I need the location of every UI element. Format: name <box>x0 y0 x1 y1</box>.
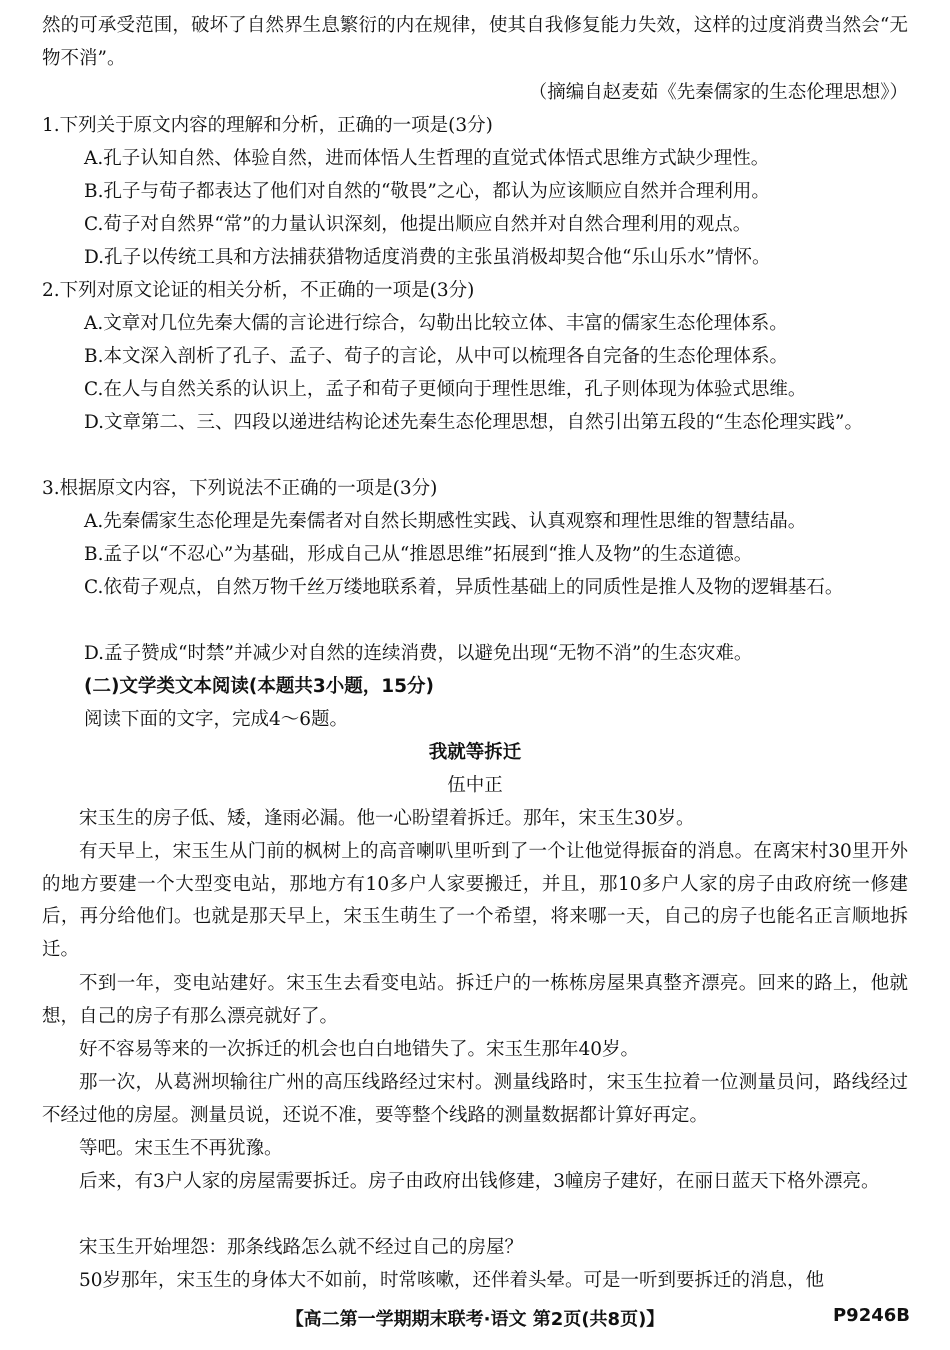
story-paragraph: 有天早上，宋玉生从门前的枫树上的高音喇叭里听到了一个让他觉得振奋的消息。在离宋村30里开外的地方要建一个大型变电站，那地方有10多户人家要搬迁，并且，那10多户人家的房子由政府统一修建后，再分给他们。也就是那天早上，宋玉生萌生了一个希望，将来哪一天，自己的房子也能名正言顺地拆迁。 <box>42 841 908 960</box>
story-author: 伍中正 <box>447 775 503 796</box>
passage-tail: 然的可承受范围，破坏了自然界生息繁衍的内在规律，使其自我修复能力失效，这样的过度消费当然会“无物不消”。 <box>42 15 908 69</box>
page-footer <box>0 1305 950 1337</box>
question-1-option-a: A.孔子认知自然、体验自然，进而体悟人生哲理的直觉式体悟式思维方式缺少理性。 <box>84 148 770 169</box>
question-2-option-d: D.文章第二、三、四段以递进结构论述先秦生态伦理思想，自然引出第五段的“生态伦理实践”。 <box>84 412 863 433</box>
question-2-option-a: A.文章对几位先秦大儒的言论进行综合，勾勒出比较立体、丰富的儒家生态伦理体系。 <box>84 313 788 334</box>
story-paragraph: 50岁那年，宋玉生的身体大不如前，时常咳嗽，还伴着头晕。可是一听到要拆迁的消息，他 <box>79 1270 825 1291</box>
question-2-option-c: C.在人与自然关系的认识上，孟子和荀子更倾向于理性思维，孔子则体现为体验式思维。 <box>84 379 807 400</box>
question-2-option-b: B.本文深入剖析了孔子、孟子、荀子的言论，从中可以梳理各自完备的生态伦理体系。 <box>84 346 788 367</box>
story-paragraph: 后来，有3户人家的房屋需要拆迁。房子由政府出钱修建，3幢房子建好，在丽日蓝天下格外漂亮。 <box>79 1171 880 1192</box>
question-3-option-b: B.孟子以“不忍心”为基础，形成自己从“推恩思维”拓展到“推人及物”的生态道德。 <box>84 544 753 565</box>
question-2-stem: 2.下列对原文论证的相关分析，不正确的一项是(3分) <box>42 280 475 301</box>
paper-code: P9246B <box>832 1305 910 1326</box>
section-heading: (二)文学类文本阅读(本题共3小题，15分) <box>84 676 434 697</box>
question-3-option-c: C.依荀子观点，自然万物千丝万缕地联系着，异质性基础上的同质性是推人及物的逻辑基石。 <box>84 577 844 598</box>
story-title: 我就等拆迁 <box>428 742 522 763</box>
story-paragraph: 宋玉生开始埋怨：那条线路怎么就不经过自己的房屋？ <box>79 1237 524 1258</box>
question-3-option-d: D.孟子赞成“时禁”并减少对自然的连续消费，以避免出现“无物不消”的生态灾难。 <box>84 643 753 664</box>
section-instruction: 阅读下面的文字，完成4～6题。 <box>84 709 349 730</box>
question-1-stem: 1.下列关于原文内容的理解和分析，正确的一项是(3分) <box>42 115 493 136</box>
story-paragraph: 那一次，从葛洲坝输往广州的高压线路经过宋村。测量线路时，宋玉生拉着一位测量员问，路线经过不经过他的房屋。测量员说，还说不准，要等整个线路的测量数据都计算好再定。 <box>42 1072 908 1126</box>
question-3-stem: 3.根据原文内容，下列说法不正确的一项是(3分) <box>42 478 438 499</box>
question-3-option-a: A.先秦儒家生态伦理是先秦儒者对自然长期感性实践、认真观察和理性思维的智慧结晶。 <box>84 511 807 532</box>
story-paragraph: 不到一年，变电站建好。宋玉生去看变电站。拆迁户的一栋栋房屋果真整齐漂亮。回来的路上，他就想，自己的房子有那么漂亮就好了。 <box>42 973 908 1027</box>
footer-title: 【高二第一学期期末联考·语文 第2页(共8页)】 <box>285 1309 665 1330</box>
story-paragraph: 等吧。宋玉生不再犹豫。 <box>79 1138 283 1159</box>
story-paragraph: 好不容易等来的一次拆迁的机会也白白地错失了。宋玉生那年40岁。 <box>79 1039 640 1060</box>
source-citation: （摘编自赵麦茹《先秦儒家的生态伦理思想》） <box>528 82 908 103</box>
question-1-option-b: B.孔子与荀子都表达了他们对自然的“敬畏”之心，都认为应该顺应自然并合理利用。 <box>84 181 770 202</box>
question-1-option-d: D.孔子以传统工具和方法捕获猎物适度消费的主张虽消极却契合他“乐山乐水”情怀。 <box>84 247 771 268</box>
question-1-option-c: C.荀子对自然界“常”的力量认识深刻，他提出顺应自然并对自然合理利用的观点。 <box>84 214 752 235</box>
story-paragraph: 宋玉生的房子低、矮，逢雨必漏。他一心盼望着拆迁。那年，宋玉生30岁。 <box>79 808 695 829</box>
